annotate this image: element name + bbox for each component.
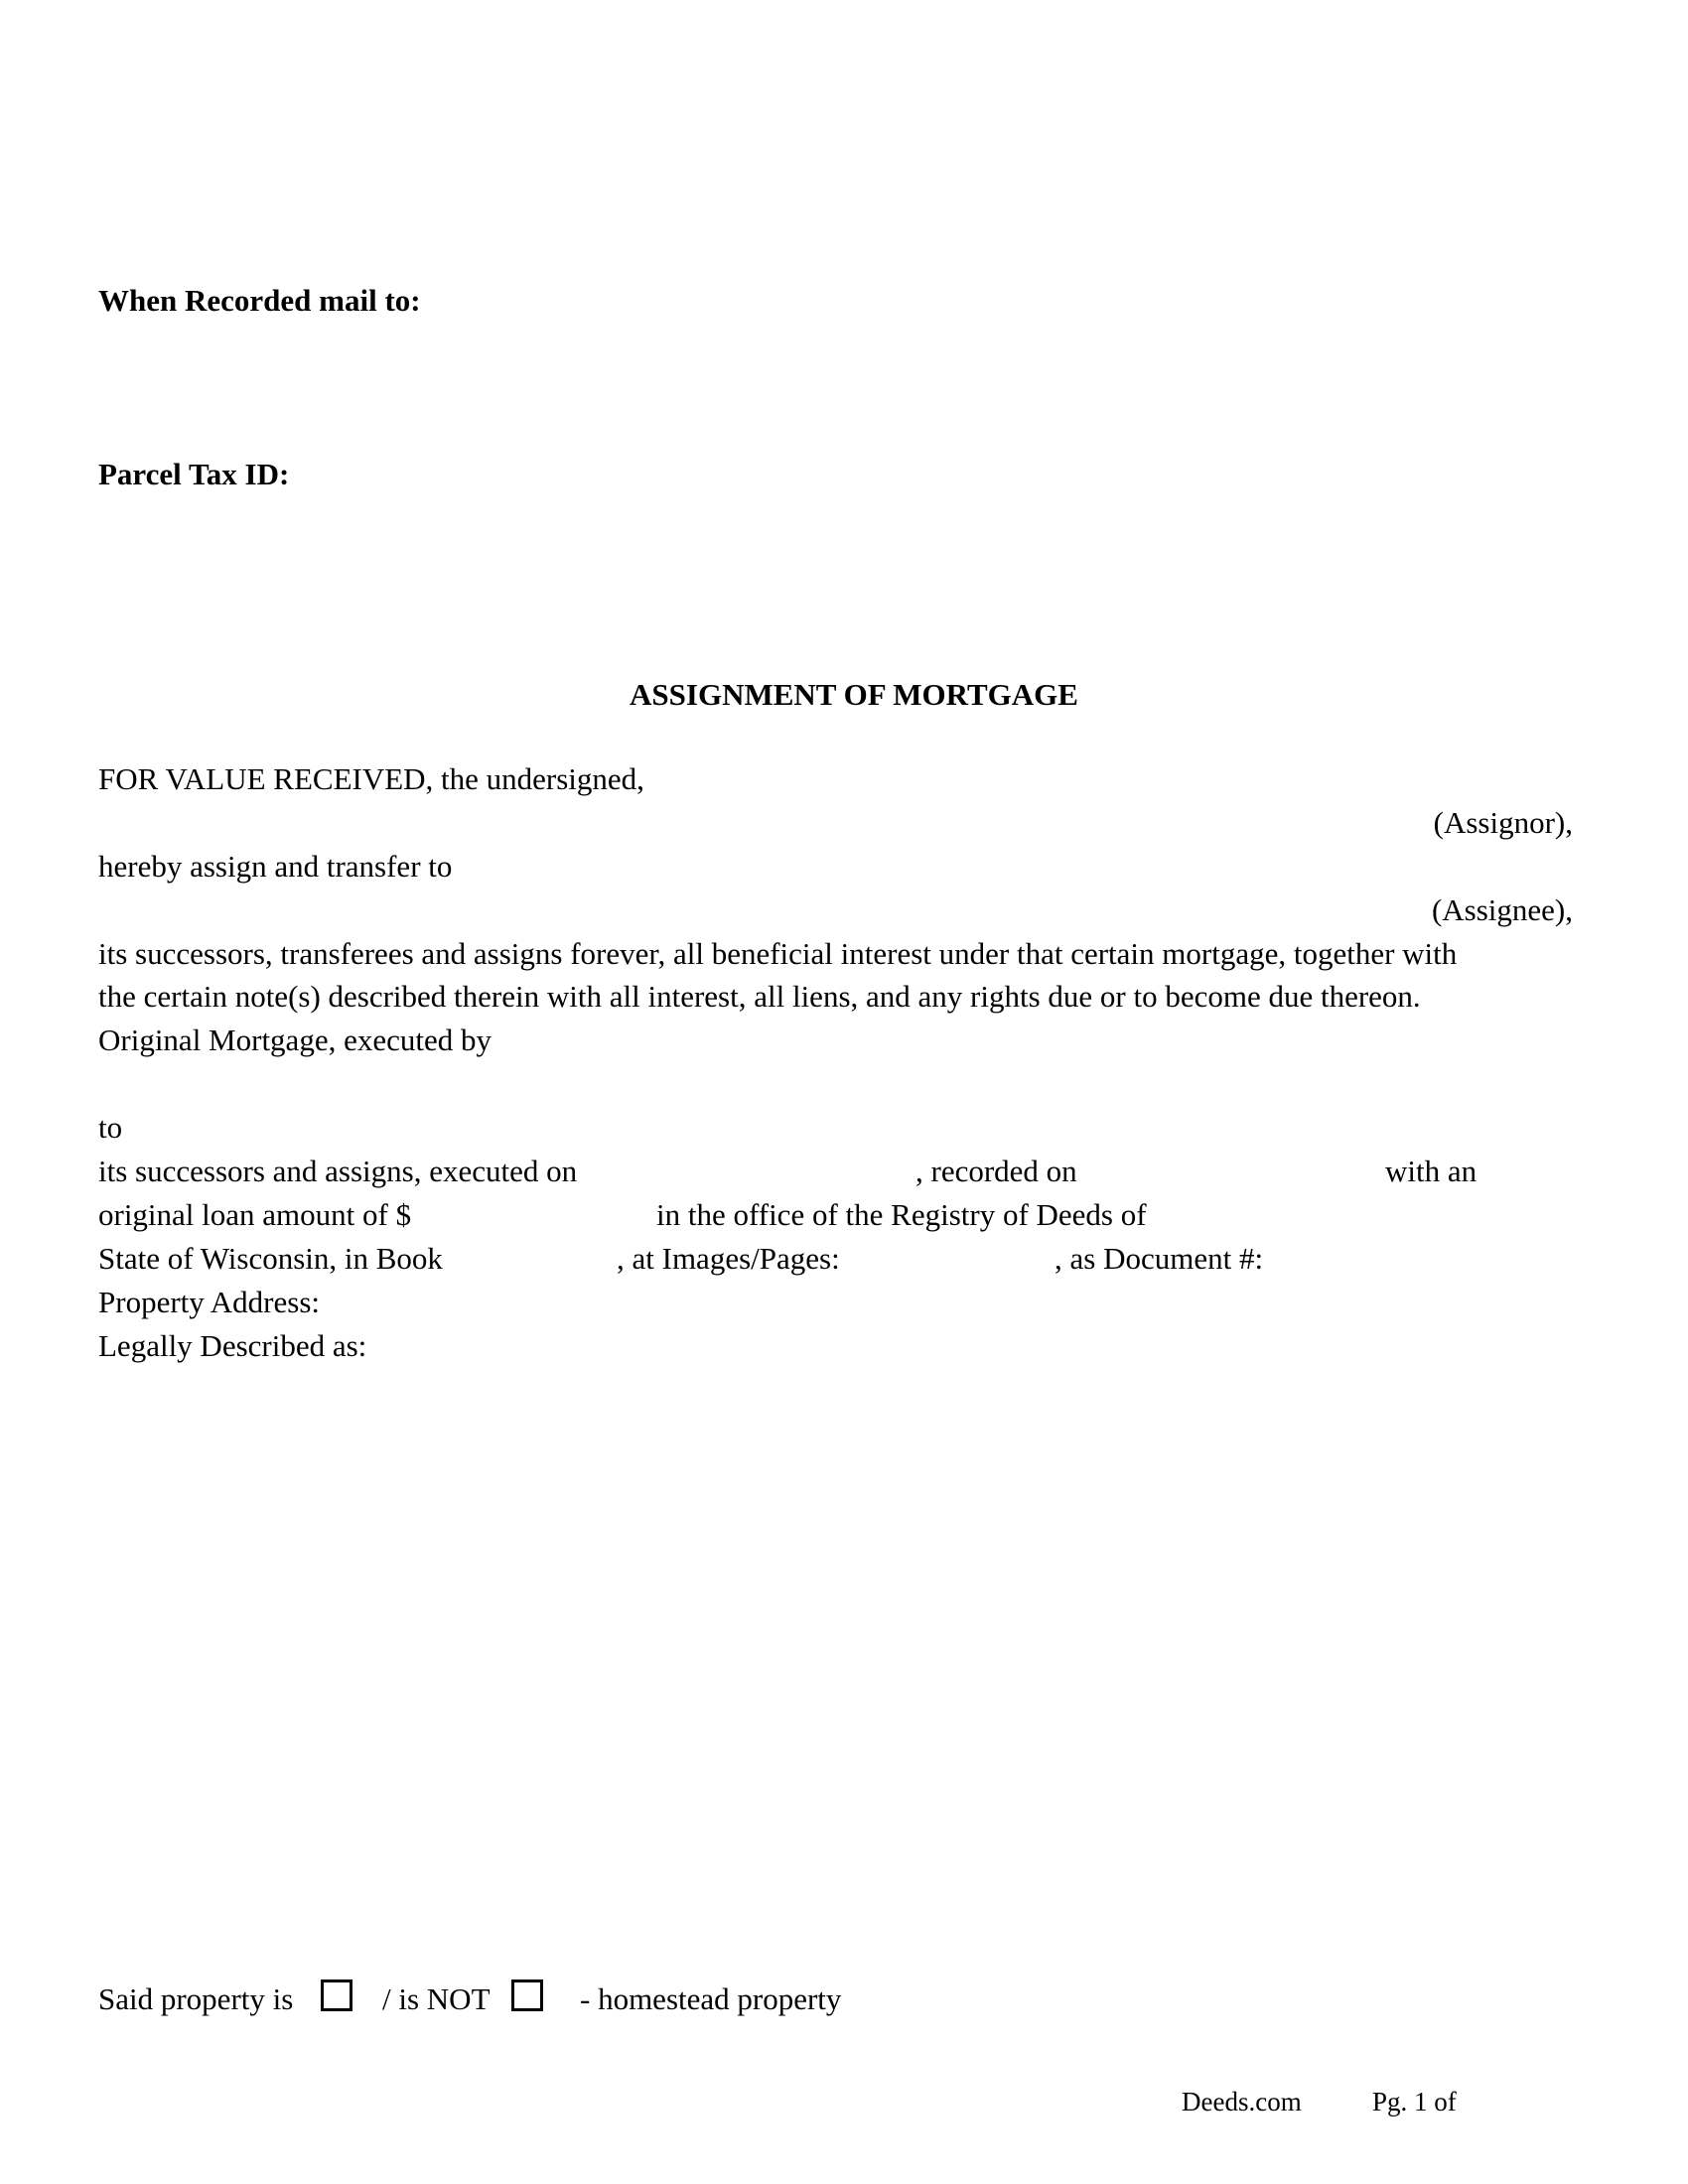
footer-page-number: Pg. 1 of xyxy=(1372,2087,1457,2116)
homestead-is-not-checkbox[interactable] xyxy=(511,1979,543,2011)
property-address-label: Property Address: xyxy=(98,1285,321,1319)
with-an-label: with an xyxy=(1385,1154,1477,1188)
book-label: State of Wisconsin, in Book xyxy=(98,1241,443,1276)
loan-amount-label: original loan amount of $ xyxy=(98,1197,412,1232)
executed-on-label: its successors and assigns, executed on xyxy=(98,1154,578,1188)
footer-brand: Deeds.com xyxy=(1182,2087,1302,2116)
assignor-label: (Assignor), xyxy=(1433,805,1573,840)
homestead-suffix: - homestead property xyxy=(580,1981,842,2016)
document-title: ASSIGNMENT OF MORTGAGE xyxy=(630,677,1078,712)
recorded-on-label: , recorded on xyxy=(915,1154,1077,1188)
value-received-line: FOR VALUE RECEIVED, the undersigned, xyxy=(98,761,644,796)
document-number-label: , as Document #: xyxy=(1055,1241,1264,1276)
registry-of-deeds-label: in the office of the Registry of Deeds of xyxy=(656,1197,1147,1232)
mail-to-label: When Recorded mail to: xyxy=(98,283,421,318)
images-pages-label: , at Images/Pages: xyxy=(617,1241,840,1276)
assignee-label: (Assignee), xyxy=(1431,892,1573,927)
homestead-is-not-label: / is NOT xyxy=(382,1981,491,2016)
to-line: to xyxy=(98,1110,123,1145)
homestead-is-checkbox[interactable] xyxy=(321,1979,352,2011)
successors-line: its successors, transferees and assigns forever, all beneficial interest under that certain mortgage, together with xyxy=(98,936,1458,971)
legal-description-label: Legally Described as: xyxy=(98,1328,367,1363)
assign-transfer-line: hereby assign and transfer to xyxy=(98,849,453,884)
original-mortgage-line: Original Mortgage, executed by xyxy=(98,1023,492,1057)
parcel-tax-id-label: Parcel Tax ID: xyxy=(98,457,290,491)
note-line: the certain note(s) described therein with all interest, all liens, and any rights due or to become due thereon. xyxy=(98,979,1421,1014)
homestead-prefix: Said property is xyxy=(98,1981,294,2016)
